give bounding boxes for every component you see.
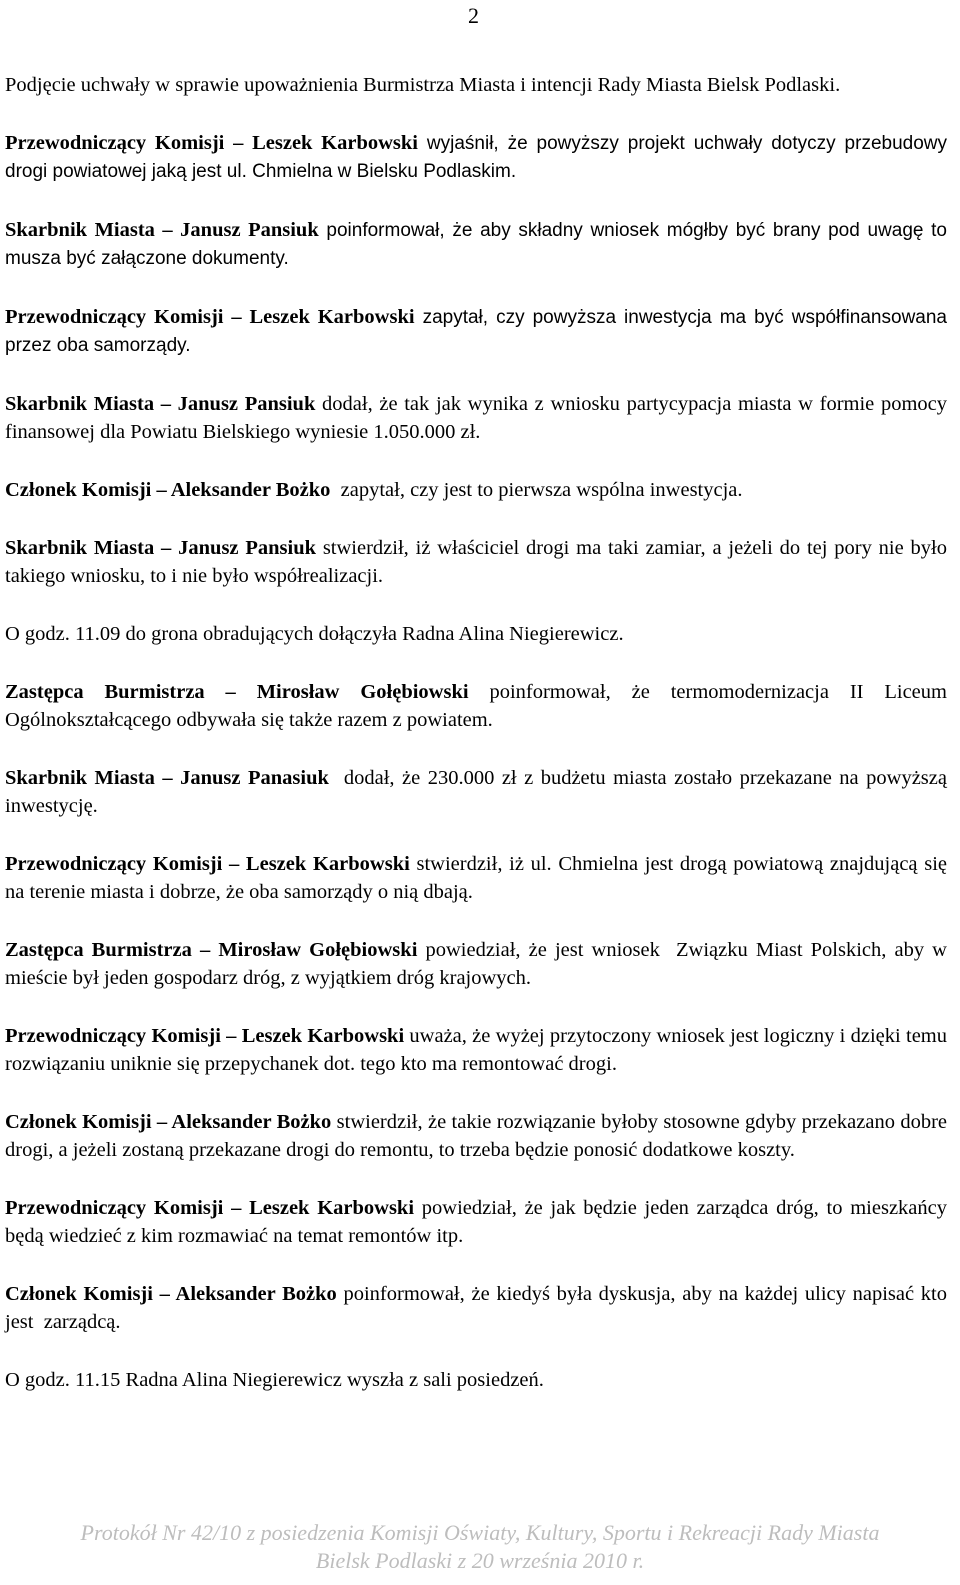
speaker-name: Skarbnik Miasta – Janusz Pansiuk xyxy=(5,219,319,241)
paragraph xyxy=(5,620,947,648)
paragraph-text: O godz. 11.15 Radna Alina Niegierewicz wyszła z sali posiedzeń. xyxy=(5,1369,544,1391)
paragraph-text: wyjaśnił, że powyższy projekt uchwały dotyczy przebudowy drogi powiatowej jaką jest ul. Chmielna w Bielsku Podlaskim. xyxy=(5,133,953,182)
paragraph-text: dodał, że tak jak wynika z wniosku partycypacja miasta w formie pomocy finansowej dla Powiatu Bielskiego wyniesie 1.050.000 zł. xyxy=(5,393,953,443)
paragraph-text: stwierdził, iż ul. Chmielna jest drogą powiatową znajdującą się na terenie miasta i dobrze, że oba samorządy o nią dbają. xyxy=(5,853,953,903)
paragraph-text: powiedział, że jest wniosek Związku Miast Polskich, aby w mieście był jeden gospodarz dróg, z wyjątkiem dróg krajowych. xyxy=(5,939,953,989)
paragraph-text: poinformował, że termomodernizacja II Liceum Ogólnokształcącego odbywała się także razem z powiatem. xyxy=(5,681,953,731)
paragraph xyxy=(5,764,953,820)
paragraph xyxy=(5,1366,947,1394)
speaker-name: Przewodniczący Komisji – Leszek Karbowski xyxy=(5,1197,415,1219)
speaker-name: Skarbnik Miasta – Janusz Pansiuk xyxy=(5,537,316,559)
paragraph-text: dodał, że 230.000 zł z budżetu miasta zostało przekazane na powyższą inwestycję. xyxy=(5,767,953,817)
paragraph xyxy=(5,303,953,360)
paragraph-text: Podjęcie uchwały w sprawie upoważnienia Burmistrza Miasta i intencji Rady Miasta Bielsk Podlaski. xyxy=(5,74,841,96)
speaker-name: Przewodniczący Komisji – Leszek Karbowski xyxy=(5,853,410,875)
footer-line-2: Bielsk Podlaski z 20 września 2010 r. xyxy=(315,1548,645,1573)
paragraph-text: stwierdził, że takie rozwiązanie byłoby stosowne gdyby przekazano dobre drogi, a jeżeli zostaną przekazane drogi do remontu, to trzeba będzie ponosić dodatkowe koszty. xyxy=(5,1111,953,1161)
speaker-name: Skarbnik Miasta – Janusz Pansiuk xyxy=(5,393,316,415)
paragraph xyxy=(5,390,953,446)
speaker-name: Zastępca Burmistrza – Mirosław Gołębiowski xyxy=(5,939,418,961)
paragraph xyxy=(5,534,953,590)
paragraph xyxy=(5,1194,953,1250)
speaker-name: Zastępca Burmistrza – Mirosław Gołębiowski xyxy=(5,681,469,703)
speaker-name: Członek Komisji – Aleksander Bożko xyxy=(5,1111,332,1133)
paragraph xyxy=(5,216,953,273)
speaker-name: Skarbnik Miasta – Janusz Panasiuk xyxy=(5,767,329,789)
page-number: 2 xyxy=(468,3,479,28)
paragraph-text: stwierdził, iż właściciel drogi ma taki zamiar, a jeżeli do tej pory nie było takiego wniosku, to i nie było współrealizacji. xyxy=(5,537,953,587)
speaker-name: Przewodniczący Komisji – Leszek Karbowski xyxy=(5,1025,405,1047)
paragraph xyxy=(5,1108,953,1164)
document-footer xyxy=(0,1519,960,1575)
paragraph xyxy=(5,129,953,186)
paragraph-text: poinformował, że kiedyś była dyskusja, aby na każdej ulicy napisać kto jest zarządcą. xyxy=(5,1283,953,1333)
paragraph xyxy=(5,678,953,734)
speaker-name: Przewodniczący Komisji – Leszek Karbowski xyxy=(5,132,419,154)
speaker-name: Przewodniczący Komisji – Leszek Karbowski xyxy=(5,306,415,328)
paragraph xyxy=(5,71,947,99)
footer-line-1: Protokół Nr 42/10 z posiedzenia Komisji Oświaty, Kultury, Sportu i Rekreacji Rady Miasta xyxy=(80,1520,880,1545)
paragraph xyxy=(5,1022,953,1078)
paragraph-text: powiedział, że jak będzie jeden zarządca dróg, to mieszkańcy będą wiedzieć z kim rozmawiać na temat remontów itp. xyxy=(5,1197,953,1247)
paragraph-text: poinformował, że aby składny wniosek mógłby być brany pod uwagę to musza być załączone dokumenty. xyxy=(5,220,953,269)
paragraph-text: zapytał, czy jest to pierwsza wspólna inwestycja. xyxy=(330,479,743,501)
document-body xyxy=(5,71,953,1394)
speaker-name: Członek Komisji – Aleksander Bożko xyxy=(5,479,331,501)
paragraph xyxy=(5,850,953,906)
paragraph xyxy=(5,476,947,504)
paragraph-text: uważa, że wyżej przytoczony wniosek jest logiczny i dzięki temu rozwiązaniu uniknie się przepychanek dot. tego kto ma remontować drogi. xyxy=(5,1025,953,1075)
paragraph xyxy=(5,936,953,992)
paragraph-text: O godz. 11.09 do grona obradujących dołączyła Radna Alina Niegierewicz. xyxy=(5,623,624,645)
speaker-name: Członek Komisji – Aleksander Bożko xyxy=(5,1283,337,1305)
paragraph xyxy=(5,1280,953,1336)
paragraph-text: zapytał, czy powyższa inwestycja ma być współfinansowana przez oba samorządy. xyxy=(5,307,953,356)
